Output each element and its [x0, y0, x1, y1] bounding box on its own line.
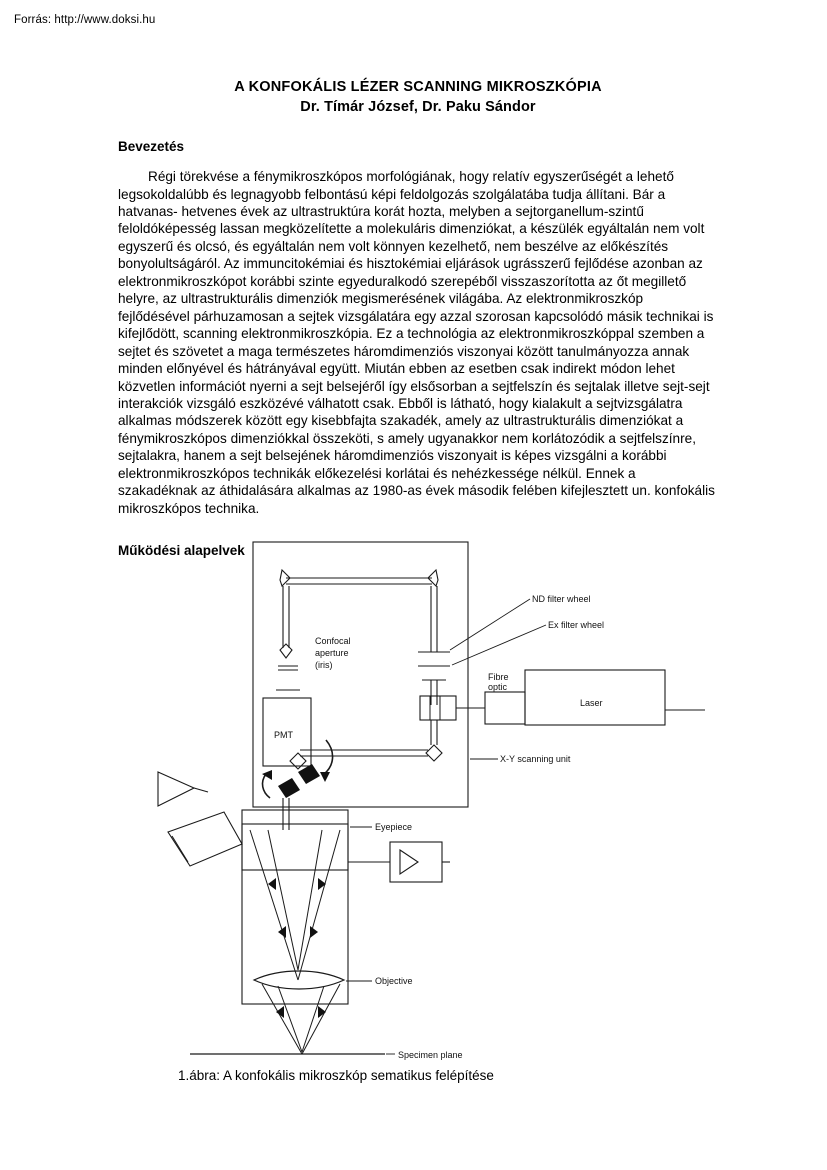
label-confocal-aperture-3: (iris)	[315, 660, 333, 670]
label-ex-filter-wheel: Ex filter wheel	[548, 620, 605, 630]
document-content	[118, 78, 718, 558]
label-confocal-aperture-2: aperture	[315, 648, 349, 658]
label-laser: Laser	[580, 698, 603, 708]
document-authors: Dr. Tímár József, Dr. Paku Sándor	[300, 98, 536, 115]
label-objective: Objective	[375, 976, 413, 986]
figure-caption: 1.ábra: A konfokális mikroszkóp sematikus felépítése	[178, 1068, 494, 1083]
page-title: A KONFOKÁLIS LÉZER SCANNING MIKROSZKÓPIA	[234, 79, 602, 95]
source-watermark: Forrás: http://www.doksi.hu	[14, 14, 156, 26]
label-specimen-plane: Specimen plane	[398, 1050, 463, 1060]
label-pmt: PMT	[274, 730, 293, 740]
section-heading-mukodesi-alapelvek: Működési alapelvek	[118, 543, 245, 559]
section-heading-bevezetes: Bevezetés	[118, 139, 185, 155]
label-eyepiece: Eyepiece	[375, 822, 413, 832]
label-confocal-aperture: Confocal	[315, 636, 351, 646]
label-xy-scanning-unit: X-Y scanning unit	[500, 754, 571, 764]
figure-confocal-microscope-diagram	[150, 540, 710, 1070]
label-fibre: Fibre	[488, 672, 509, 682]
label-optic: optic	[488, 682, 508, 692]
figure-svg	[150, 540, 710, 1070]
label-nd-filter-wheel: ND filter wheel	[532, 594, 591, 604]
section-paragraph-bevezetes: Régi törekvése a fénymikroszkópos morfológiának, hogy relatív egyszerűségét a lehető legsokoldalúbb és legnagyobb felbontású képi feldolgozás szolgálatába tudja állítani. Bár a hatvanas- hetvenes évek az ultrastruktúra korát hozta, melyben a sejtorganellum-szintű feloldóképesség lassan megközelítette a molekuláris dimenziókat, a készülék egyáltalán nem volt egyszerű és olcsó, és egyáltalán nem volt könnyen kezelhető, nem beszélve az előkészítés bonyolultságáról. Az immuncitokémiai és hisztokémiai eljárások ugrásszerű fejlődése azonban az elektronmikroszkópot korábbi szinte egyeduralkodó szerepéből visszaszorította az őt megillető helyre, az ultrastrukturális dimenziók megismerésének világába. Az elektronmikroszkóp fejlődésével párhuzamosan a sejtek vizsgálatára egy azzal szorosan kapcsolódó másik technikai is kifejlődött, scanning elektronmikroszkópia. Ez a technológia az elektronmikroszkóppal szemben a sejtet és szövetet a maga természetes háromdimenziós viszonyai között tanulmányozza annak minden előnyével és hátrányával együtt. Miután ebben az esetben csak indirekt módon lehet közvetlen információt nyerni a sejt belsejéről így elsősorban a sejtfelszín és sejtalak illetve sejt-sejt interakciók vizsgáló eszközévé válhatott csak. Ebből is látható, hogy kialakult a sejtvizsgálatra alkalmas módszerek között egy kisebbfajta szakadék, amely az ultrastrukturális dimenziókat a fénymikroszkópos dimenziókkal összeköti, s amely ugyanakkor nem korlátozódik a sejtfelszínre, sejtalakra, hanem a sejt belsejének háromdimenziós viszonyait is képes vizsgálni a korábbi elektronmikroszkópos technikák előkezelési korlátai és nehézkessége nélkül. Ennek a szakadéknak az áthidalására alkalmas az 1980-as évek második felében kifejlesztett un. konfokális mikroszkópos technika.	[118, 169, 715, 516]
